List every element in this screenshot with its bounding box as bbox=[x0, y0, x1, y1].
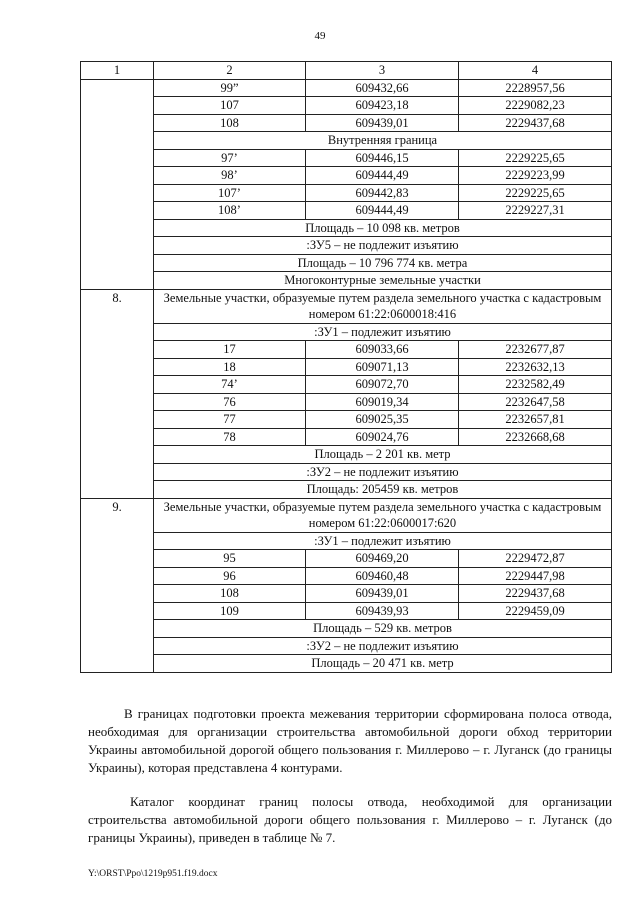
status-row bbox=[81, 463, 612, 481]
point-number: 107’ bbox=[154, 184, 306, 202]
column-header-2: 2 bbox=[154, 62, 306, 80]
block-title-row bbox=[81, 498, 612, 532]
coordinate-y: 2229225,65 bbox=[459, 184, 612, 202]
coordinate-x: 609442,83 bbox=[306, 184, 459, 202]
parcel-status: :ЗУ2 – не подлежит изъятию bbox=[154, 463, 612, 481]
status-row bbox=[81, 532, 612, 550]
coordinate-y: 2228957,56 bbox=[459, 79, 612, 97]
point-number: 108’ bbox=[154, 202, 306, 220]
point-number: 99” bbox=[154, 79, 306, 97]
point-number: 96 bbox=[154, 567, 306, 585]
point-number: 17 bbox=[154, 341, 306, 359]
table-row bbox=[81, 602, 612, 620]
coordinate-x: 609444,49 bbox=[306, 202, 459, 220]
coordinate-y: 2232677,87 bbox=[459, 341, 612, 359]
coordinate-y: 2229227,31 bbox=[459, 202, 612, 220]
table-row bbox=[81, 358, 612, 376]
section-row bbox=[81, 272, 612, 290]
table-row bbox=[81, 114, 612, 132]
column-header-3: 3 bbox=[306, 62, 459, 80]
area-row bbox=[81, 620, 612, 638]
coordinate-y: 2229437,68 bbox=[459, 585, 612, 603]
point-number: 74’ bbox=[154, 376, 306, 394]
point-number: 108 bbox=[154, 585, 306, 603]
point-number: 97’ bbox=[154, 149, 306, 167]
coordinate-x: 609439,01 bbox=[306, 585, 459, 603]
inner-boundary-row bbox=[81, 132, 612, 150]
table-row bbox=[81, 184, 612, 202]
coordinate-x: 609019,34 bbox=[306, 393, 459, 411]
area-value: Площадь – 2 201 кв. метр bbox=[154, 446, 612, 464]
table-row bbox=[81, 79, 612, 97]
parcel-status: :ЗУ5 – не подлежит изъятию bbox=[154, 237, 612, 255]
table-row bbox=[81, 550, 612, 568]
paragraph-catalog-reference: Каталог координат границ полосы отвода, необходимой для организации строительства автомобильной дороги общего пользования г. Миллерово – г. Луганск (до границы Украины), приведен в таблице № 7. bbox=[88, 794, 612, 845]
inner-boundary-label: Внутренняя граница bbox=[154, 132, 612, 150]
coordinate-y: 2232647,58 bbox=[459, 393, 612, 411]
status-row bbox=[81, 237, 612, 255]
table-row bbox=[81, 149, 612, 167]
point-number: 98’ bbox=[154, 167, 306, 185]
page-number: 49 bbox=[314, 30, 326, 42]
area-row bbox=[81, 219, 612, 237]
area-total-row bbox=[81, 254, 612, 272]
table-row bbox=[81, 393, 612, 411]
point-number: 108 bbox=[154, 114, 306, 132]
coordinate-x: 609033,66 bbox=[306, 341, 459, 359]
coordinate-x: 609469,20 bbox=[306, 550, 459, 568]
point-number: 77 bbox=[154, 411, 306, 429]
block-title: Земельные участки, образуемые путем раздела земельного участка с кадастровым номером 61:22:0600018:416 bbox=[154, 289, 612, 323]
parcel-status: :ЗУ2 – не подлежит изъятию bbox=[154, 637, 612, 655]
area-total-row bbox=[81, 481, 612, 499]
point-number: 109 bbox=[154, 602, 306, 620]
block-index: 9. bbox=[81, 498, 154, 672]
coordinate-y: 2229225,65 bbox=[459, 149, 612, 167]
coordinate-x: 609439,93 bbox=[306, 602, 459, 620]
table-row bbox=[81, 567, 612, 585]
coordinate-x: 609444,49 bbox=[306, 167, 459, 185]
coordinate-x: 609432,66 bbox=[306, 79, 459, 97]
index-cell-blank bbox=[81, 79, 154, 289]
point-number: 76 bbox=[154, 393, 306, 411]
table-header-row bbox=[81, 62, 612, 80]
coordinate-x: 609024,76 bbox=[306, 428, 459, 446]
table-row bbox=[81, 97, 612, 115]
area-total-row bbox=[81, 655, 612, 673]
footer-file-path: Y:\ORST\Ppo\1219p951.f19.docx bbox=[88, 869, 218, 879]
table-row bbox=[81, 167, 612, 185]
area-total: Площадь: 205459 кв. метров bbox=[154, 481, 612, 499]
paragraph-right-of-way: В границах подготовки проекта межевания территории сформирована полоса отвода, необходимая для организации строительства автомобильной дороги обход территории Украины автомобильной дорогой общего пользования г. Миллерово – г. Луганск (до границы Украины), которая представлена 4 контурами. bbox=[88, 706, 612, 775]
status-row bbox=[81, 637, 612, 655]
coordinate-y: 2232668,68 bbox=[459, 428, 612, 446]
parcel-status: :ЗУ1 – подлежит изъятию bbox=[154, 323, 612, 341]
area-total: Площадь – 10 796 774 кв. метра bbox=[154, 254, 612, 272]
coordinate-y: 2229472,87 bbox=[459, 550, 612, 568]
block-title: Земельные участки, образуемые путем раздела земельного участка с кадастровым номером 61:22:0600017:620 bbox=[154, 498, 612, 532]
point-number: 95 bbox=[154, 550, 306, 568]
coordinate-x: 609439,01 bbox=[306, 114, 459, 132]
column-header-4: 4 bbox=[459, 62, 612, 80]
area-value: Площадь – 10 098 кв. метров bbox=[154, 219, 612, 237]
column-header-1: 1 bbox=[81, 62, 154, 80]
coordinate-x: 609072,70 bbox=[306, 376, 459, 394]
table-row bbox=[81, 585, 612, 603]
point-number: 18 bbox=[154, 358, 306, 376]
coordinate-x: 609071,13 bbox=[306, 358, 459, 376]
multicontour-label: Многоконтурные земельные участки bbox=[154, 272, 612, 290]
coordinate-x: 609446,15 bbox=[306, 149, 459, 167]
coordinate-y: 2229459,09 bbox=[459, 602, 612, 620]
coordinate-x: 609460,48 bbox=[306, 567, 459, 585]
area-total: Площадь – 20 471 кв. метр bbox=[154, 655, 612, 673]
coordinate-x: 609423,18 bbox=[306, 97, 459, 115]
table-row bbox=[81, 376, 612, 394]
coordinates-table bbox=[80, 61, 612, 673]
parcel-status: :ЗУ1 – подлежит изъятию bbox=[154, 532, 612, 550]
point-number: 107 bbox=[154, 97, 306, 115]
coordinate-y: 2229447,98 bbox=[459, 567, 612, 585]
coordinate-y: 2229223,99 bbox=[459, 167, 612, 185]
status-row bbox=[81, 323, 612, 341]
coordinate-y: 2232657,81 bbox=[459, 411, 612, 429]
table-row bbox=[81, 411, 612, 429]
coordinate-y: 2232632,13 bbox=[459, 358, 612, 376]
coordinate-y: 2232582,49 bbox=[459, 376, 612, 394]
table-row bbox=[81, 428, 612, 446]
coordinate-x: 609025,35 bbox=[306, 411, 459, 429]
area-row bbox=[81, 446, 612, 464]
table-row bbox=[81, 202, 612, 220]
area-value: Площадь – 529 кв. метров bbox=[154, 620, 612, 638]
block-index: 8. bbox=[81, 289, 154, 498]
point-number: 78 bbox=[154, 428, 306, 446]
coordinate-y: 2229082,23 bbox=[459, 97, 612, 115]
coordinate-y: 2229437,68 bbox=[459, 114, 612, 132]
block-title-row bbox=[81, 289, 612, 323]
table-row bbox=[81, 341, 612, 359]
